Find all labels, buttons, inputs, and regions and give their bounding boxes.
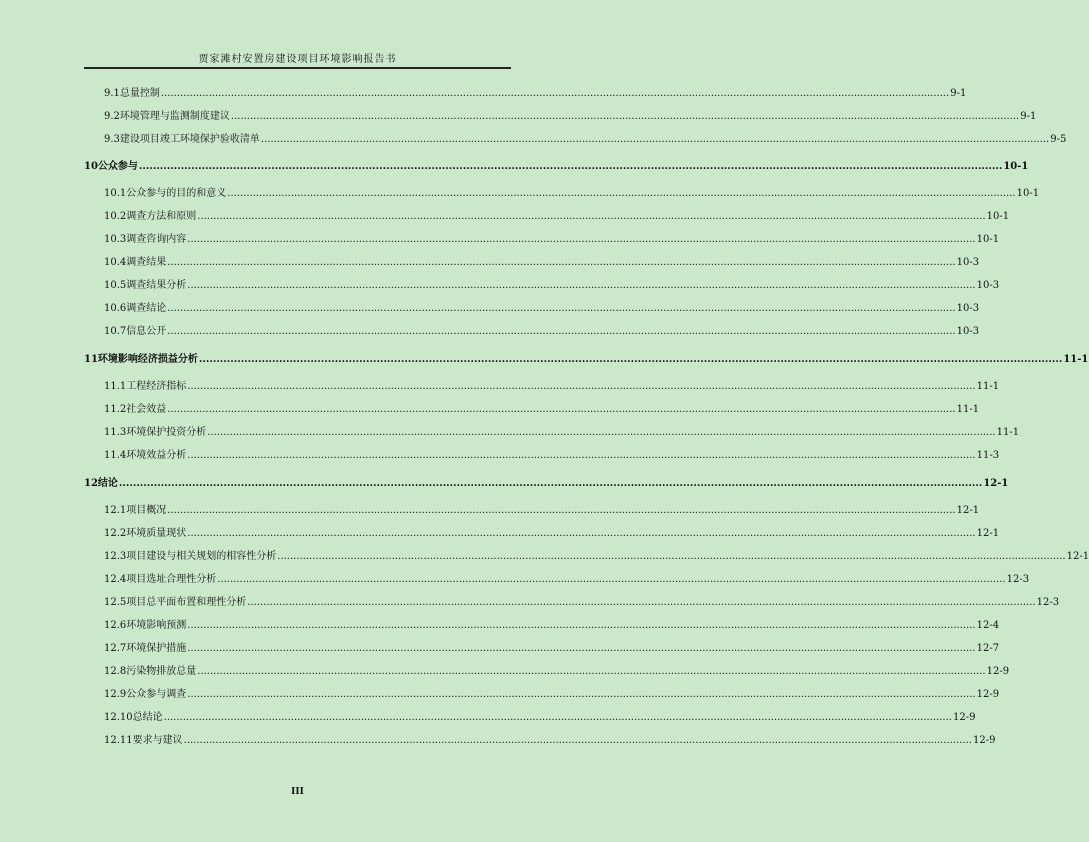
toc-section-entry[interactable] [84, 207, 1010, 230]
toc-entry-title: 环境保护措施 [126, 643, 187, 654]
toc-section-entry[interactable] [84, 547, 1089, 570]
toc-entry-number: 12.6 [104, 620, 127, 631]
toc-entry-title: 调查方法和原则 [126, 211, 197, 222]
toc-entry-number: 12.8 [104, 666, 127, 677]
toc-section-entry[interactable] [84, 524, 1000, 547]
toc-dot-leader [167, 257, 955, 268]
toc-entry-title: 项目建设与相关规划的相容性分析 [126, 551, 277, 562]
toc-dot-leader [167, 326, 955, 337]
toc-section-entry[interactable] [84, 230, 1000, 253]
toc-dot-leader [217, 574, 1005, 585]
toc-entry-number: 10.2 [104, 211, 127, 222]
toc-dot-leader [187, 280, 975, 291]
toc-entry-page: 12-1 [976, 528, 1000, 539]
toc-entry-number: 11.2 [104, 404, 127, 415]
toc-entry-title: 调查结果分析 [126, 280, 187, 291]
toc-entry-number: 12.10 [104, 712, 133, 723]
toc-entry-number: 12.7 [104, 643, 127, 654]
toc-entry-number: 12.5 [104, 597, 127, 608]
toc-entry-page: 12-9 [976, 689, 1000, 700]
toc-entry-page: 12-9 [972, 735, 996, 746]
toc-entry-page: 12-1 [983, 478, 1009, 489]
toc-entry-number: 11 [84, 354, 98, 365]
toc-dot-leader [277, 551, 1065, 562]
toc-section-entry[interactable] [84, 593, 1060, 616]
toc-entry-title: 公众参与的目的和意义 [126, 188, 227, 199]
toc-entry-title: 环境效益分析 [126, 450, 187, 461]
toc-entry-page: 12-4 [976, 620, 1000, 631]
page-header: 贾家滩村安置房建设项目环境影响报告书 [198, 54, 397, 65]
toc-entry-number: 12.11 [104, 735, 133, 746]
toc-dot-leader [187, 450, 975, 461]
toc-dot-leader [184, 735, 972, 746]
toc-entry-title: 要求与建议 [132, 735, 183, 746]
toc-entry-page: 9-1 [1020, 111, 1037, 122]
toc-entry-title: 调查结果 [126, 257, 167, 268]
toc-entry-page: 9-1 [950, 88, 967, 99]
toc-dot-leader [197, 211, 985, 222]
toc-entry-page: 12-9 [952, 712, 976, 723]
toc-entry-number: 12.9 [104, 689, 127, 700]
toc-dot-leader [227, 188, 1015, 199]
toc-dot-leader [187, 381, 975, 392]
toc-entry-number: 10 [84, 161, 98, 172]
toc-entry-title: 环境影响经济损益分析 [97, 354, 198, 365]
toc-entry-page: 9-5 [1050, 134, 1067, 145]
toc-dot-leader [187, 689, 975, 700]
toc-entry-page: 12-7 [976, 643, 1000, 654]
toc-section-entry[interactable] [84, 299, 980, 322]
toc-dot-leader [197, 666, 985, 677]
toc-section-entry[interactable] [84, 501, 980, 524]
toc-entry-number: 10.5 [104, 280, 127, 291]
toc-entry-number: 12.4 [104, 574, 127, 585]
toc-entry-number: 12 [84, 478, 98, 489]
toc-section-entry[interactable] [84, 570, 1030, 593]
toc-section-entry[interactable] [84, 322, 980, 345]
toc-section-entry[interactable] [84, 639, 1000, 662]
toc-entry-title: 总量控制 [119, 88, 160, 99]
toc-entry-number: 10.7 [104, 326, 127, 337]
toc-entry-page: 10-1 [1003, 161, 1029, 172]
toc-entry-title: 工程经济指标 [126, 381, 187, 392]
toc-section-entry[interactable] [84, 130, 1067, 153]
toc-entry-number: 12.1 [104, 505, 127, 516]
toc-entry-title: 调查结论 [126, 303, 167, 314]
toc-section-entry[interactable] [84, 184, 1040, 207]
toc-entry-number: 9.3 [104, 134, 120, 145]
toc-entry-page: 11-1 [956, 404, 980, 415]
toc-entry-page: 12-9 [986, 666, 1010, 677]
toc-entry-page: 12-1 [956, 505, 980, 516]
toc-entry-page: 12-1 [1066, 551, 1089, 562]
toc-section-entry[interactable] [84, 377, 1000, 400]
toc-section-entry[interactable] [84, 446, 1000, 469]
toc-entry-title: 环境管理与监测制度建议 [119, 111, 230, 122]
toc-dot-leader [187, 620, 975, 631]
toc-entry-page: 11-1 [996, 427, 1020, 438]
toc-entry-page: 11-3 [976, 450, 1000, 461]
toc-entry-title: 总结论 [132, 712, 163, 723]
toc-entry-page: 12-3 [1006, 574, 1030, 585]
toc-entry-number: 10.4 [104, 257, 127, 268]
toc-dot-leader [161, 88, 949, 99]
toc-section-entry[interactable] [84, 253, 980, 276]
toc-section-entry[interactable] [84, 685, 1000, 708]
page-number: III [291, 787, 304, 797]
toc-entry-number: 11.1 [104, 381, 127, 392]
toc-entry-title: 建设项目竣工环境保护验收清单 [119, 134, 260, 145]
toc-section-entry[interactable] [84, 731, 996, 754]
toc-entry-title: 结论 [97, 478, 118, 489]
toc-entry-page: 11-1 [976, 381, 1000, 392]
toc-dot-leader [207, 427, 995, 438]
toc-entry-page: 11-1 [1063, 354, 1089, 365]
toc-entry-page: 10-3 [956, 303, 980, 314]
toc-section-entry[interactable] [84, 107, 1037, 130]
toc-entry-page: 12-3 [1036, 597, 1060, 608]
toc-entry-page: 10-3 [956, 257, 980, 268]
toc-dot-leader [231, 111, 1019, 122]
toc-entry-title: 社会效益 [126, 404, 167, 415]
toc-entry-number: 10.3 [104, 234, 127, 245]
toc-section-entry[interactable] [84, 616, 1000, 639]
toc-entry-page: 10-3 [956, 326, 980, 337]
toc-section-entry[interactable] [84, 400, 980, 423]
toc-entry-number: 12.3 [104, 551, 127, 562]
toc-entry-title: 项目概况 [126, 505, 167, 516]
toc-dot-leader [167, 404, 955, 415]
toc-entry-title: 公众参与 [97, 161, 138, 172]
toc-entry-title: 环境保护投资分析 [126, 427, 207, 438]
toc-section-entry[interactable] [84, 662, 1010, 685]
toc-entry-number: 11.4 [104, 450, 127, 461]
toc-entry-title: 项目选址合理性分析 [126, 574, 217, 585]
toc-entry-page: 10-3 [976, 280, 1000, 291]
header-rule [84, 67, 511, 69]
toc-dot-leader [261, 134, 1049, 145]
toc-entry-page: 10-1 [986, 211, 1010, 222]
toc-dot-leader [167, 505, 955, 516]
toc-section-entry[interactable] [84, 84, 967, 107]
toc-entry-title: 公众参与调查 [126, 689, 187, 700]
toc-section-entry[interactable] [84, 276, 1000, 299]
toc-dot-leader [187, 528, 975, 539]
toc-entry-page: 10-1 [976, 234, 1000, 245]
toc-entry-title: 信息公开 [126, 326, 167, 337]
toc-entry-number: 12.2 [104, 528, 127, 539]
toc-dot-leader [139, 161, 1002, 172]
toc-entry-number: 10.1 [104, 188, 127, 199]
toc-dot-leader [119, 478, 982, 489]
toc-entry-page: 10-1 [1016, 188, 1040, 199]
toc-entry-number: 9.2 [104, 111, 120, 122]
toc-entry-title: 环境影响预测 [126, 620, 187, 631]
toc-entry-title: 环境质量现状 [126, 528, 187, 539]
toc-dot-leader [187, 643, 975, 654]
toc-entry-number: 9.1 [104, 88, 120, 99]
toc-dot-leader [167, 303, 955, 314]
toc-section-entry[interactable] [84, 708, 976, 731]
toc-entry-title: 项目总平面布置和理性分析 [126, 597, 247, 608]
toc-entry-number: 10.6 [104, 303, 127, 314]
toc-dot-leader [187, 234, 975, 245]
toc-entry-number: 11.3 [104, 427, 127, 438]
toc-dot-leader [164, 712, 952, 723]
toc-dot-leader [199, 354, 1062, 365]
toc-entry-title: 调查咨询内容 [126, 234, 187, 245]
toc-section-entry[interactable] [84, 423, 1020, 446]
toc-dot-leader [247, 597, 1035, 608]
toc-entry-title: 污染物排放总量 [126, 666, 197, 677]
